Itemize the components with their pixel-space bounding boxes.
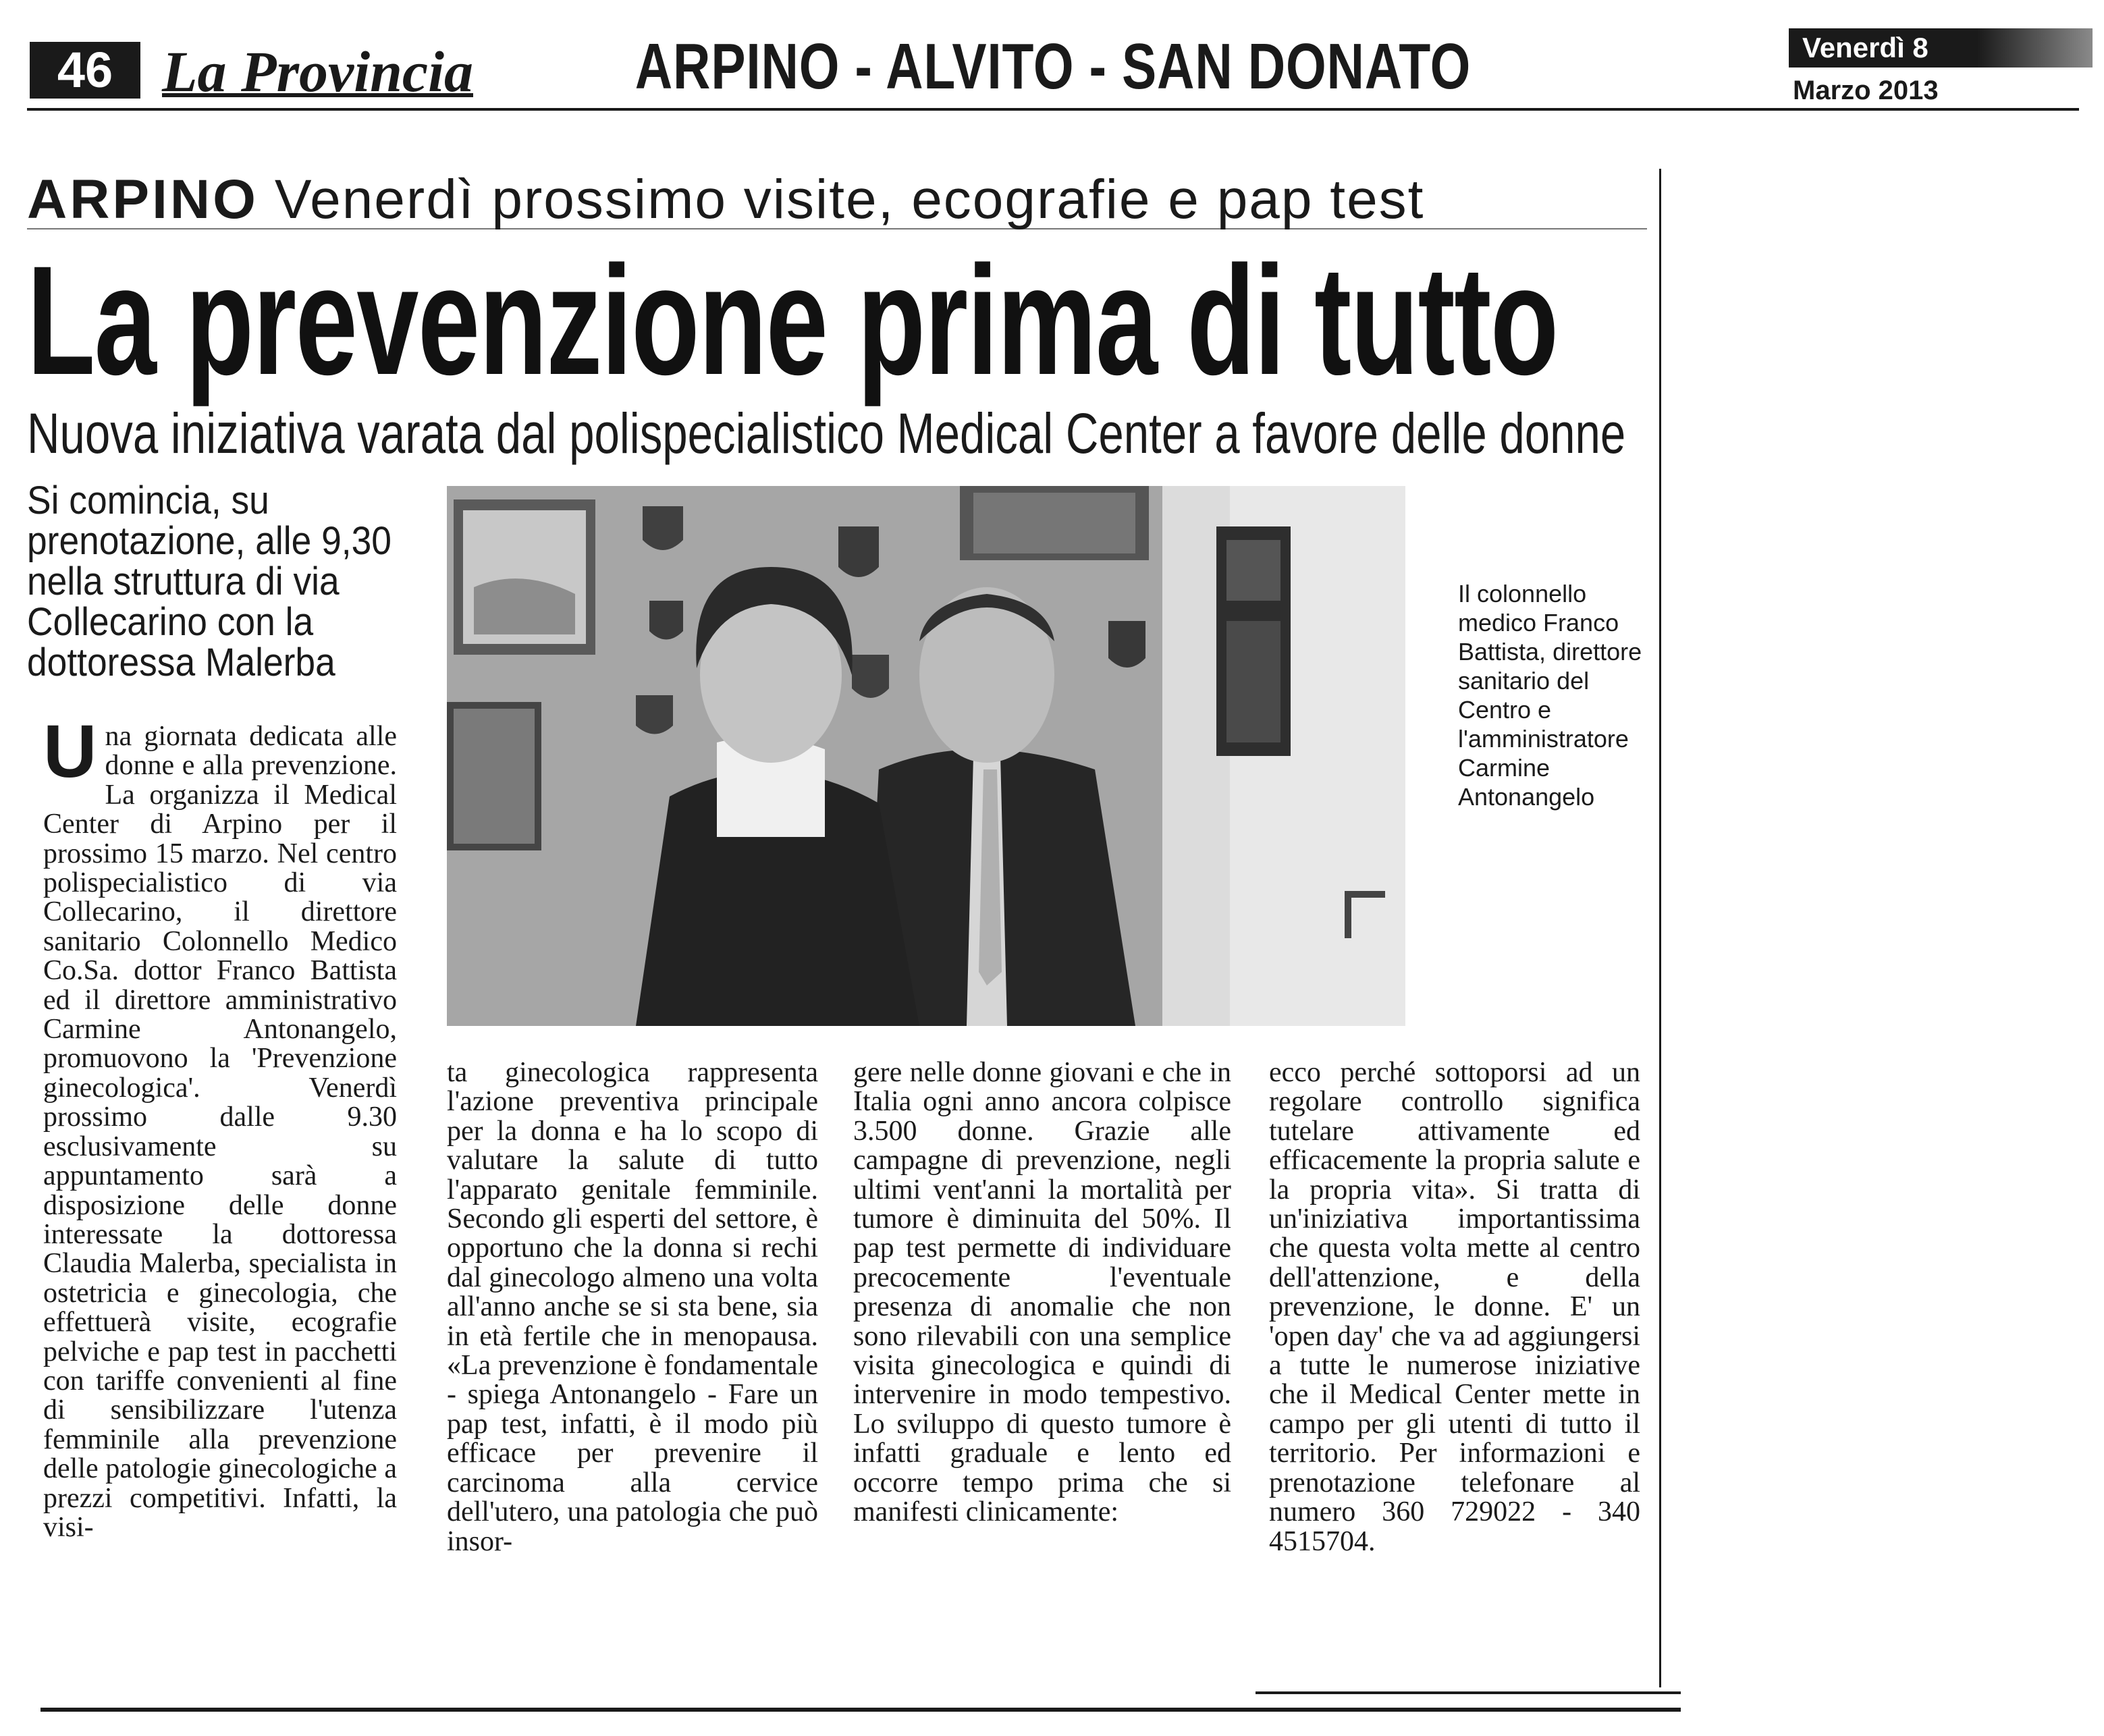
deck: Si comincia, su prenotazione, alle 9,30 nella struttura di via Collecarino con la dottoressa Malerba [27, 479, 392, 684]
body-column-3 [853, 1058, 1231, 1527]
subheadline: Nuova iniziativa varata dal polispecialistico Medical Center a favore delle donne [27, 402, 1626, 465]
bottom-rule [41, 1708, 1681, 1712]
page-number: 46 [30, 42, 140, 99]
photo-illustration [447, 486, 1405, 1026]
kicker [27, 167, 1424, 232]
kicker-text: Venerdì prossimo visite, ecografie e pap test [274, 169, 1425, 230]
body-text-1: na giornata dedicata alle donne e alla prevenzione. La organizza il Medical Center di Arpino per il prossimo 15 marzo. Nel centro polispecialistico di via Collecarino, il direttore sanitario Colonnello Medico Co.Sa. dottor Franco Battista ed il direttore amministrativo Carmine Antonangelo, promuovono la 'Prevenzione ginecologica'. Venerdì prossimo dalle 9.30 esclusivamente su appuntamento sarà a disposizione delle donne interessate la dottoressa Claudia Malerba, specialista in ostetricia e ginecologia, che effettuerà visite, ecografie pelviche e pap test in pacchetti con tariffe convenienti al fine di sensibilizzare l'utenza femminile alla prevenzione delle patologie ginecologiche a prezzi competitivi. Infatti, la visi- [43, 721, 397, 1543]
body-column-4 [1269, 1058, 1640, 1556]
issue-month: Marzo 2013 [1793, 76, 1939, 105]
body-text-3: gere nelle donne giovani e che in Italia ogni anno ancora colpisce 3.500 donne. Grazie alle campagne di prevenzione, negli ultimi vent'anni la mortalità per tumore è diminuita del 50%. Il pap test permette di individuare precocemente l'eventuale presenza di anomalie che non sono rilevabili con una semplice visita ginecologica e quindi di intervenire in modo tempestivo. Lo sviluppo di questo tumore è infatti graduale e lento ed occorre tempo prima che si manifesti clinicamente: [853, 1057, 1231, 1528]
drop-cap: U [43, 710, 97, 793]
newspaper-logo: La Provincia [162, 39, 473, 104]
article-photo [447, 486, 1405, 1026]
column-divider [1659, 169, 1661, 1687]
section-title: ARPINO - ALVITO - SAN DONATO [635, 30, 1472, 103]
body-text-4: ecco perché sottoporsi ad un regolare controllo significa tutelare attivamente ed efficacemente la propria salute e la propria vita». Si tratta di un'iniziativa importantissima che questa volta mette al centro dell'attenzione, e della prevenzione, le donne. E' un 'open day' che va ad aggiungersi a tutte le numerose iniziative che il Medical Center mette in campo per gli utenti di tutto il territorio. Per informazioni e prenotazione telefonare al numero 360 729022 - 340 4515704. [1269, 1057, 1640, 1557]
issue-day: Venerdì 8 [1789, 28, 2093, 67]
kicker-place: ARPINO [27, 169, 259, 230]
bottom-rule-short [1256, 1691, 1681, 1694]
photo-caption: Il colonnello medico Franco Battista, direttore sanitario del Centro e l'amministratore Carmine Antonangelo [1458, 580, 1642, 811]
headline: La prevenzione prima di tutto [27, 234, 1558, 407]
body-text-2: ta ginecologica rappresenta l'azione preventiva principale per la donna e ha lo scopo di valutare la salute di tutto l'apparato genitale femminile. Secondo gli esperti del settore, è opportuno che la donna si rechi dal ginecologo almeno una volta all'anno anche se si sta bene, sia in età fertile che in menopausa. «La prevenzione è fondamentale - spiega Antonangelo - Fare un pap test, infatti, è il modo più efficace per prevenire il carcinoma alla cervice dell'utero, una patologia che può insor- [447, 1057, 818, 1557]
masthead-rule [27, 108, 2079, 111]
body-column-1 [43, 710, 397, 1543]
body-column-2 [447, 1058, 818, 1556]
